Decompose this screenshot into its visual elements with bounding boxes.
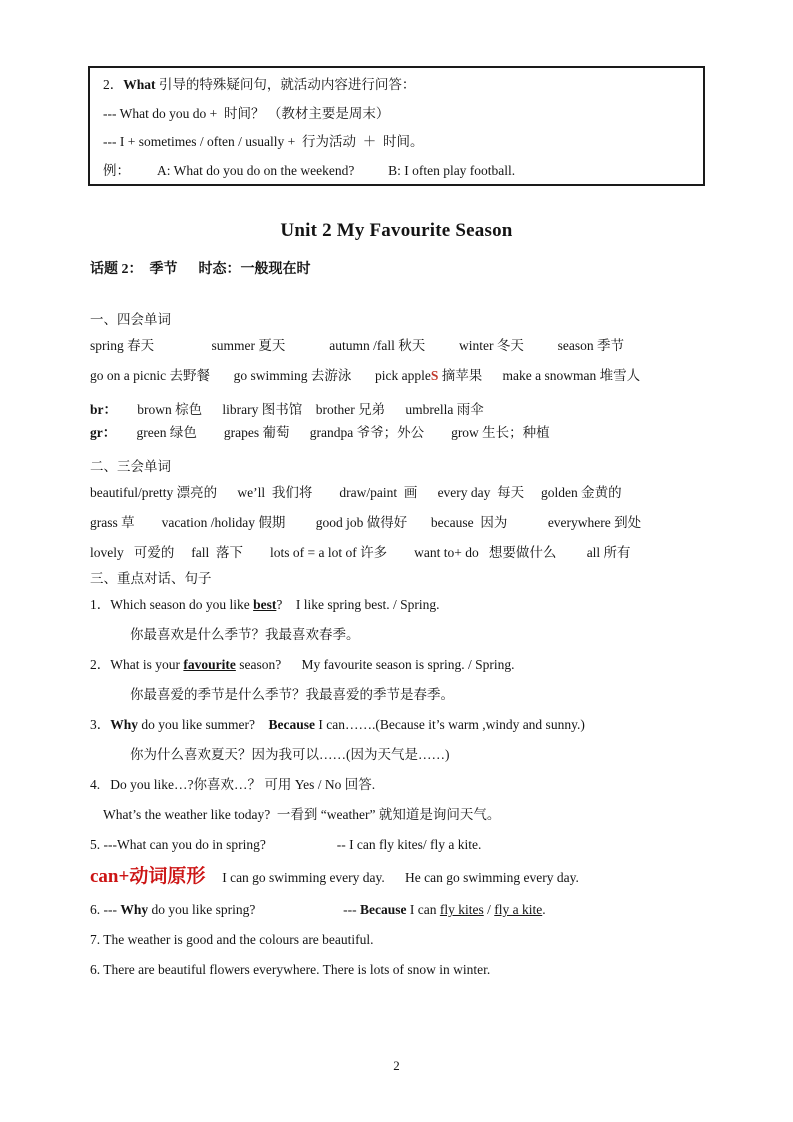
text-segment: 6. ---: [90, 902, 121, 917]
unit-title: Unit 2 My Favourite Season: [280, 220, 513, 241]
text-segment: go on a picnic 去野餐 go swimming 去游泳 pick apple: [90, 368, 431, 383]
topic-line: 话题 2： 季节 时态：一般现在时: [90, 262, 311, 277]
section-heading: [90, 310, 708, 330]
doc-line: [90, 513, 708, 533]
doc-line: [90, 960, 708, 980]
text-segment: beautiful/pretty 漂亮的 we’ll 我们将 draw/paint 画 every day 每天 golden 金黄的: [90, 485, 622, 500]
text-segment: I can…….(Because it’s warm ,windy and sunny.): [315, 717, 585, 732]
text-segment: 你为什么喜欢夏天？因为我可以……(因为天气是……): [130, 747, 450, 762]
styled-text-segment: Why: [110, 717, 139, 732]
styled-text-segment: best: [253, 597, 277, 612]
text-segment: --- What do you do + 时间？ （教材主要是周末）: [103, 105, 390, 121]
section-heading: [90, 569, 708, 589]
grammar-note-box: [88, 66, 705, 186]
styled-text-segment: fly kites: [439, 902, 484, 917]
styled-text-segment: Because: [360, 902, 407, 917]
text-segment: 2．: [103, 77, 124, 92]
text-segment: do you like summer?: [138, 717, 269, 732]
text-segment: green 绿色 grapes 葡萄 grandpa 爷爷；外公 grow 生长；种植: [116, 425, 550, 440]
text-segment: 引导的特殊疑问句，就活动内容进行问答：: [155, 77, 416, 92]
styled-text-segment: favourite: [183, 657, 236, 672]
text-segment: 7. The weather is good and the colours are beautiful.: [90, 932, 374, 947]
doc-line: [103, 100, 690, 129]
text-segment: 2．What is your: [90, 657, 184, 672]
doc-line: [90, 595, 708, 615]
doc-line: [90, 366, 708, 386]
text-segment: 你最喜欢是什么季节？我最喜欢春季。: [130, 627, 360, 642]
text-segment: I can: [406, 902, 440, 917]
text-segment: 二、三会单词: [90, 459, 171, 474]
text-segment: brown 棕色 library 图书馆 brother 兄弟 umbrella 雨伞: [117, 402, 484, 417]
doc-line: [103, 157, 690, 186]
styled-text-segment: fly a kite: [494, 902, 543, 917]
text-segment: 4. Do you like…?你喜欢…？ 可用 Yes / No 回答.: [90, 777, 376, 792]
styled-text-segment: br：: [90, 402, 117, 417]
styled-text-segment: What: [123, 77, 156, 92]
styled-text-segment: Why: [120, 902, 149, 917]
text-segment: I can go swimming every day. He can go swimming every day.: [205, 870, 579, 885]
section-heading: [90, 457, 708, 477]
text-segment: 3．: [90, 717, 111, 732]
text-segment: 三、重点对话、句子: [90, 571, 212, 586]
text-segment: 例： A: What do you do on the weekend? B: I often play football.: [103, 162, 516, 178]
text-segment: .: [542, 902, 546, 917]
doc-line: [90, 655, 708, 675]
doc-line: [90, 543, 708, 563]
doc-line: [90, 685, 708, 705]
text-segment: do you like spring? ---: [148, 902, 360, 917]
text-segment: 一、四会单词: [90, 312, 171, 327]
doc-line: [90, 775, 708, 795]
doc-line: [90, 930, 708, 950]
text-segment: ? I like spring best. / Spring.: [276, 597, 440, 612]
text-segment: --- I + sometimes / often / usually + 行为活动 ＋ 时间。: [103, 134, 424, 149]
text-segment: season? My favourite season is spring. / Spring.: [235, 657, 515, 672]
text-segment: lovely 可爱的 fall 落下 lots of = a lot of 许多 want to+ do 想要做什么 all 所有: [90, 545, 631, 560]
text-segment: 你最喜爱的季节是什么季节？我最喜爱的季节是春季。: [130, 687, 454, 702]
doc-line: [90, 423, 708, 443]
doc-line: [90, 400, 708, 420]
styled-text-segment: Because: [268, 717, 315, 732]
styled-text-segment: S: [430, 368, 439, 383]
doc-line: [103, 128, 690, 157]
doc-line: [90, 715, 708, 735]
text-segment: 1．Which season do you like: [90, 597, 254, 612]
doc-line: [90, 805, 708, 825]
text-segment: 6. There are beautiful flowers everywhere. There is lots of snow in winter.: [90, 962, 491, 977]
doc-line: [90, 865, 708, 890]
styled-text-segment: gr：: [90, 425, 117, 440]
doc-line: [90, 900, 708, 920]
text-segment: grass 草 vacation /holiday 假期 good job 做得好 because 因为 everywhere 到处: [90, 515, 642, 530]
text-segment: 摘苹果 make a snowman 堆雪人: [438, 368, 641, 383]
text-segment: 5. ---What can you do in spring? -- I can fly kites/ fly a kite.: [90, 837, 482, 852]
document-body: [90, 310, 708, 990]
doc-line: [90, 745, 708, 765]
doc-line: [90, 625, 708, 645]
text-segment: spring 春天 summer 夏天 autumn /fall 秋天 winter 冬天 season 季节: [90, 338, 624, 353]
text-segment: /: [483, 902, 495, 917]
doc-line: [90, 835, 708, 855]
doc-line: [103, 71, 690, 100]
text-segment: What’s the weather like today? 一看到 “weather” 就知道是询问天气。: [103, 807, 501, 822]
doc-line: [90, 336, 708, 356]
page-number: 2: [393, 1058, 400, 1073]
doc-line: [90, 483, 708, 503]
styled-text-segment: can+动词原形: [90, 866, 206, 887]
